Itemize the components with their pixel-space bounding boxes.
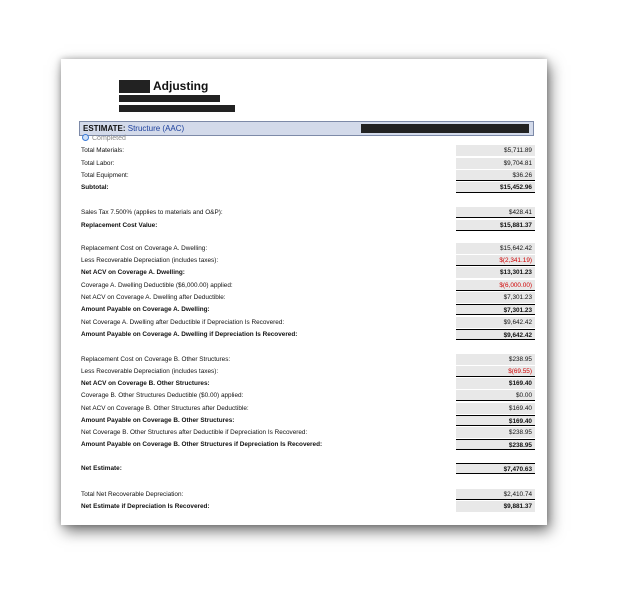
row-amount: $9,642.42 xyxy=(456,329,535,340)
summary-row xyxy=(81,390,535,402)
row-label: Less Recoverable Depreciation (includes taxes): xyxy=(81,257,219,264)
summary-row xyxy=(81,427,535,439)
estimate-document xyxy=(61,59,547,525)
row-label: Net Coverage B. Other Structures after Deductible if Depreciation Is Recovered: xyxy=(81,429,308,436)
row-label: Net Estimate: xyxy=(81,465,122,472)
summary-row xyxy=(81,170,535,182)
summary-row xyxy=(81,304,535,316)
summary-row xyxy=(81,501,535,513)
row-label: Amount Payable on Coverage A. Dwelling if Depreciation Is Recovered: xyxy=(81,331,298,338)
row-amount: $169.40 xyxy=(456,378,535,389)
row-amount: $9,881.37 xyxy=(456,501,535,512)
row-label: Net ACV on Coverage B. Other Structures: xyxy=(81,380,210,387)
row-amount: $15,881.37 xyxy=(456,220,535,231)
summary-row xyxy=(81,220,535,232)
row-label: Replacement Cost on Coverage B. Other Structures: xyxy=(81,356,231,363)
redacted-company-logo xyxy=(119,80,150,93)
summary-row xyxy=(81,255,535,267)
row-amount: $36.26 xyxy=(456,170,535,181)
row-label: Amount Payable on Coverage B. Other Structures: xyxy=(81,417,235,424)
row-amount: $9,704.81 xyxy=(456,158,535,169)
row-amount: $(69.55) xyxy=(456,366,535,377)
row-amount: $169.40 xyxy=(456,403,535,414)
row-label: Net Estimate if Depreciation Is Recovered: xyxy=(81,503,210,510)
summary-row xyxy=(81,267,535,279)
row-amount: $15,642.42 xyxy=(456,243,535,254)
row-label: Net ACV on Coverage A. Dwelling after Deductible: xyxy=(81,294,226,301)
estimate-status xyxy=(79,134,534,144)
row-label: Coverage B. Other Structures Deductible ($0.00) applied: xyxy=(81,392,244,399)
row-amount: $15,452.96 xyxy=(456,182,535,193)
document-title: Adjusting xyxy=(153,79,209,93)
summary-row xyxy=(81,182,535,194)
summary-row xyxy=(81,378,535,390)
summary-row xyxy=(81,145,535,157)
row-amount: $13,301.23 xyxy=(456,267,535,278)
summary-row xyxy=(81,329,535,341)
row-amount: $238.95 xyxy=(456,439,535,450)
row-label: Amount Payable on Coverage B. Other Structures if Depreciation Is Recovered: xyxy=(81,441,323,448)
redacted-address-line-1 xyxy=(119,95,220,102)
row-amount: $(6,000.00) xyxy=(456,280,535,291)
summary-row xyxy=(81,292,535,304)
status-text: Completed xyxy=(92,135,126,142)
redacted-address-line-2 xyxy=(119,105,235,112)
row-label: Net ACV on Coverage A. Dwelling: xyxy=(81,269,185,276)
row-label: Replacement Cost on Coverage A. Dwelling: xyxy=(81,245,208,252)
summary-row xyxy=(81,415,535,427)
estimate-name[interactable]: Structure (AAC) xyxy=(127,124,185,133)
row-label: Coverage A. Dwelling Deductible ($6,000.00) applied: xyxy=(81,282,233,289)
status-icon xyxy=(82,134,89,141)
row-amount: $169.40 xyxy=(456,415,535,426)
summary-row xyxy=(81,366,535,378)
row-amount: $7,301.23 xyxy=(456,292,535,303)
row-label: Total Materials: xyxy=(81,147,124,154)
row-amount: $7,301.23 xyxy=(456,304,535,315)
row-label: Net Coverage A. Dwelling after Deductible if Depreciation Is Recovered: xyxy=(81,319,285,326)
summary-row xyxy=(81,243,535,255)
summary-row xyxy=(81,280,535,292)
summary-row xyxy=(81,317,535,329)
row-amount: $238.95 xyxy=(456,354,535,365)
row-amount: $2,410.74 xyxy=(456,489,535,500)
row-label: Total Equipment: xyxy=(81,172,129,179)
summary-row xyxy=(81,489,535,501)
row-label: Less Recoverable Depreciation (includes taxes): xyxy=(81,368,219,375)
estimate-label: ESTIMATE: xyxy=(83,124,126,133)
row-label: Total Net Recoverable Depreciation: xyxy=(81,491,184,498)
summary-row xyxy=(81,403,535,415)
summary-row xyxy=(81,354,535,366)
row-label: Net ACV on Coverage B. Other Structures after Deductible: xyxy=(81,405,249,412)
row-label: Subtotal: xyxy=(81,184,109,191)
summary-row xyxy=(81,207,535,219)
row-amount: $238.95 xyxy=(456,427,535,438)
row-amount: $9,642.42 xyxy=(456,317,535,328)
row-amount: $(2,341.19) xyxy=(456,255,535,266)
summary-row xyxy=(81,439,535,451)
row-amount: $0.00 xyxy=(456,390,535,401)
row-label: Amount Payable on Coverage A. Dwelling: xyxy=(81,306,210,313)
row-amount: $7,470.63 xyxy=(456,463,535,474)
row-label: Replacement Cost Value: xyxy=(81,222,158,229)
row-label: Sales Tax 7.500% (applies to materials and O&P): xyxy=(81,209,223,216)
summary-row xyxy=(81,158,535,170)
row-label: Total Labor: xyxy=(81,160,115,167)
redacted-claim-info xyxy=(361,124,529,133)
row-amount: $428.41 xyxy=(456,207,535,218)
summary-row xyxy=(81,463,535,475)
row-amount: $5,711.89 xyxy=(456,145,535,156)
